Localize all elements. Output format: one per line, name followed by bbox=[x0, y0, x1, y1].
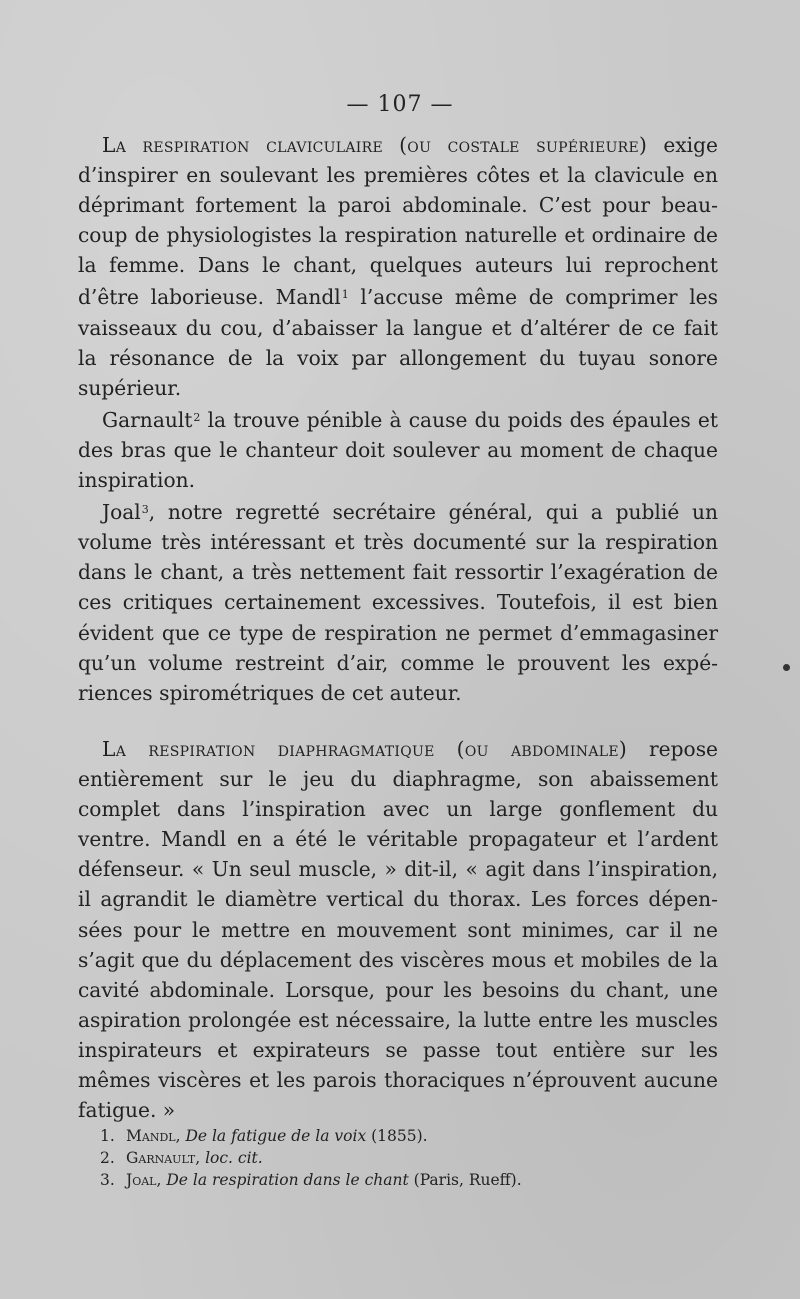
footnote bbox=[100, 1169, 720, 1191]
author-name: Garnault bbox=[102, 407, 193, 432]
section-diaphragmatique bbox=[78, 734, 718, 1125]
footnote-title: loc. cit. bbox=[205, 1149, 263, 1167]
footnote-author: Mandl, bbox=[126, 1127, 181, 1145]
paragraph-text: repose entièrement sur le jeu du diaphragme, son abaissement complet dans l’inspiration avec un large gonflement du ventre. Mandl en a été le véritable propagateur et l’ardent défenseur. « Un seul muscle, » dit-il, « agit dans l’inspiration, il agrandit le diamètre vertical du thorax. Les forces dépensées pour le mettre en mouvement sont minimes, car il ne s’agit que du déplacement des viscères mous et mobiles de la cavité abdominale. Lorsque, pour les besoins du chant, une aspiration prolongée est nécessaire, la lutte entre les muscles inspirateurs et expirateurs se passe tout entière sur les mêmes viscères et les parois thoraciques n’éprouvent aucune fatigue. » bbox=[78, 737, 719, 1123]
paragraph-text: la trouve pénible à cause du poids des épaules et des bras que le chanteur doit soulever au moment de chaque inspiration. bbox=[78, 407, 718, 493]
paragraph-text: , notre regretté secrétaire général, qui a publié un volume très intéressant et très documenté sur la respiration dans le chant, a très nettement fait ressortir l’exagération de ces critiques certainement excessives. Toutefois, il est bien évident que ce type de respiration ne permet d’emmagasiner qu’un volume restreint d’air, comme le prouvent les expériences spirométriques de cet auteur. bbox=[78, 500, 718, 705]
ink-speck bbox=[783, 664, 790, 671]
footnote-author: Joal, bbox=[126, 1171, 162, 1189]
footnote bbox=[100, 1125, 720, 1147]
footnote-ref: 1 bbox=[341, 288, 349, 302]
footnote bbox=[100, 1147, 720, 1169]
page-number: — 107 — bbox=[346, 92, 454, 117]
footnote-number: 3. bbox=[100, 1171, 115, 1189]
section-claviculaire bbox=[78, 130, 718, 708]
footnotes bbox=[100, 1125, 720, 1191]
footnote-title: De la respiration dans le chant bbox=[166, 1171, 409, 1189]
section-lead-caps: La respiration diaphragmatique bbox=[102, 737, 435, 761]
footnote-number: 1. bbox=[100, 1127, 115, 1145]
paragraph bbox=[78, 495, 718, 708]
footnote-author: Garnault, bbox=[126, 1149, 201, 1167]
section-lead-paren: (ou costale supérieure) bbox=[399, 133, 648, 157]
footnote-extra: (1855). bbox=[366, 1127, 428, 1145]
paragraph-text: exige d’inspirer en soulevant les premières côtes et la clavicule en déprimant fortement la paroi abdominale. C’est pour beaucoup de physiologistes la respiration naturelle et ordinaire de la femme. Dans le chant, quelques auteurs lui reprochent d’être laborieuse. Mandl bbox=[78, 133, 719, 310]
section-lead-caps: La respiration claviculaire bbox=[102, 133, 383, 157]
author-name: Joal bbox=[102, 500, 141, 525]
paragraph bbox=[78, 403, 718, 495]
footnote-number: 2. bbox=[100, 1149, 115, 1167]
paragraph bbox=[78, 734, 718, 1125]
paragraph bbox=[78, 130, 718, 403]
footnote-ref: 2 bbox=[193, 410, 201, 424]
section-lead-paren: (ou abdominale) bbox=[456, 737, 628, 761]
footnote-ref: 3 bbox=[141, 503, 149, 517]
footnote-extra: (Paris, Rueff). bbox=[408, 1171, 522, 1189]
footnote-title: De la fatigue de la voix bbox=[185, 1127, 367, 1145]
paragraph-text: l’accuse même de comprimer les vaisseaux du cou, d’abaisser la langue et d’altérer de ce fait la résonance de la voix par allongement du tuyau sonore supérieur. bbox=[78, 285, 718, 400]
